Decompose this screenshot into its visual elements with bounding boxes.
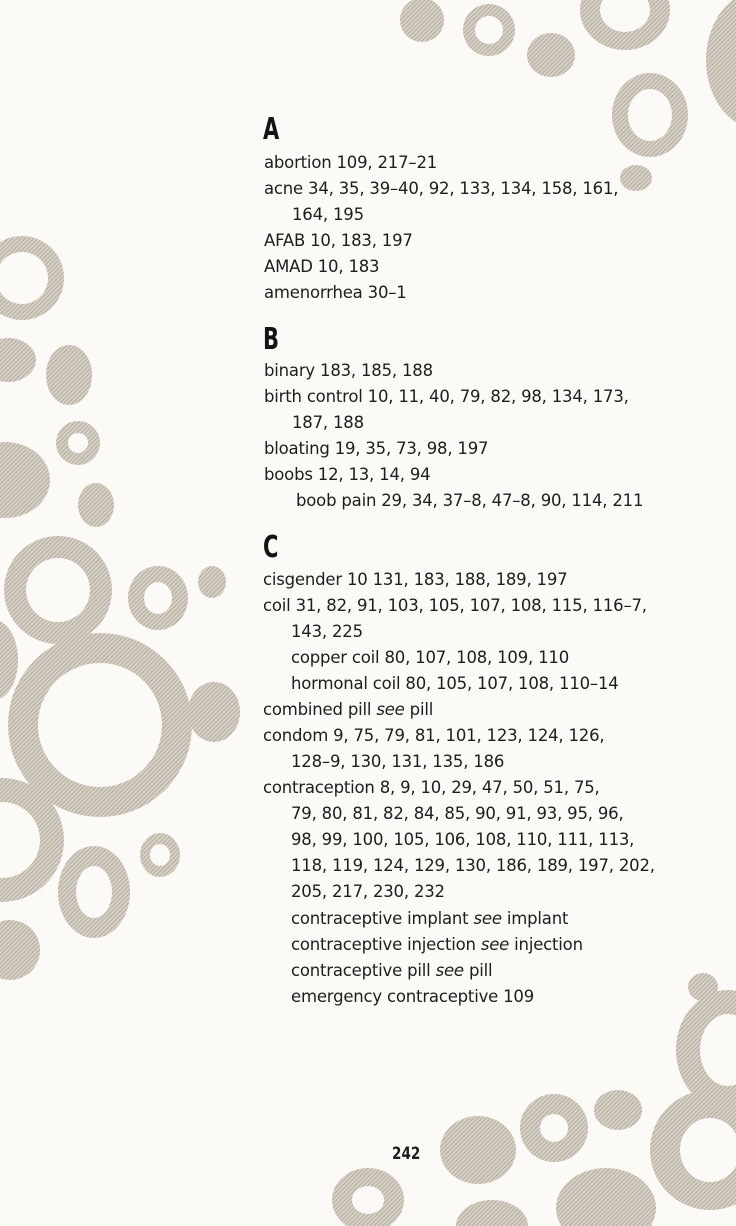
index-entry: cisgender 10 131, 183, 188, 189, 197: [263, 570, 568, 589]
index-entry-continuation: 164, 195: [292, 205, 364, 224]
see-target: pill: [468, 961, 493, 980]
section-letter-a: A: [263, 112, 280, 147]
index-entry: amenorrhea 30–1: [264, 283, 407, 302]
index-entry: coil 31, 82, 91, 103, 105, 107, 108, 115, 116–7,: [263, 596, 647, 615]
index-entry: bloating 19, 35, 73, 98, 197: [264, 439, 489, 458]
index-entry: AFAB 10, 183, 197: [264, 231, 413, 250]
see-head: contraceptive pill: [291, 961, 431, 980]
index-subentry: hormonal coil 80, 105, 107, 108, 110–14: [291, 674, 619, 693]
see-head: contraceptive implant: [291, 909, 469, 928]
index-entry: boobs 12, 13, 14, 94: [264, 465, 431, 484]
index-subentry: emergency contraceptive 109: [291, 987, 535, 1006]
section-letter-c: C: [263, 530, 279, 565]
see-word: see: [435, 961, 464, 980]
see-word: see: [376, 700, 405, 719]
see-word: see: [473, 909, 502, 928]
index-entry-continuation: 143, 225: [291, 622, 363, 641]
see-target: implant: [506, 909, 569, 928]
index-entry-continuation: 98, 99, 100, 105, 106, 108, 110, 111, 113,: [291, 830, 635, 849]
see-target: injection: [514, 935, 583, 954]
index-entry: birth control 10, 11, 40, 79, 82, 98, 134, 173,: [264, 387, 629, 406]
index-entry: abortion 109, 217–21: [264, 153, 438, 172]
index-entry: contraception 8, 9, 10, 29, 47, 50, 51, 75,: [263, 778, 600, 797]
index-entry-continuation: 205, 217, 230, 232: [291, 882, 445, 901]
see-head: combined pill: [263, 700, 372, 719]
index-entry-see: [263, 697, 433, 723]
index-subentry: copper coil 80, 107, 108, 109, 110: [291, 648, 570, 667]
index-entry-continuation: 128–9, 130, 131, 135, 186: [291, 752, 505, 771]
index-entry: AMAD 10, 183: [264, 257, 380, 276]
see-head: contraceptive injection: [291, 935, 476, 954]
index-entry-continuation: 79, 80, 81, 82, 84, 85, 90, 91, 93, 95, 96,: [291, 804, 624, 823]
index-entry-continuation: 187, 188: [292, 413, 364, 432]
see-word: see: [480, 935, 510, 954]
index-entry: acne 34, 35, 39–40, 92, 133, 134, 158, 161,: [264, 179, 619, 198]
index-subentry-see: [291, 932, 583, 958]
index-subentry: boob pain 29, 34, 37–8, 47–8, 90, 114, 211: [296, 491, 644, 510]
index-entry: condom 9, 75, 79, 81, 101, 123, 124, 126,: [263, 726, 605, 745]
see-target: pill: [409, 700, 434, 719]
page-number: 242: [392, 1144, 421, 1164]
index-subentry-see: [291, 958, 492, 984]
index-entry-continuation: 118, 119, 124, 129, 130, 186, 189, 197, 202,: [291, 856, 655, 875]
index-entry: binary 183, 185, 188: [264, 361, 433, 380]
section-letter-b: B: [263, 322, 280, 357]
index-subentry-see: [291, 906, 568, 932]
